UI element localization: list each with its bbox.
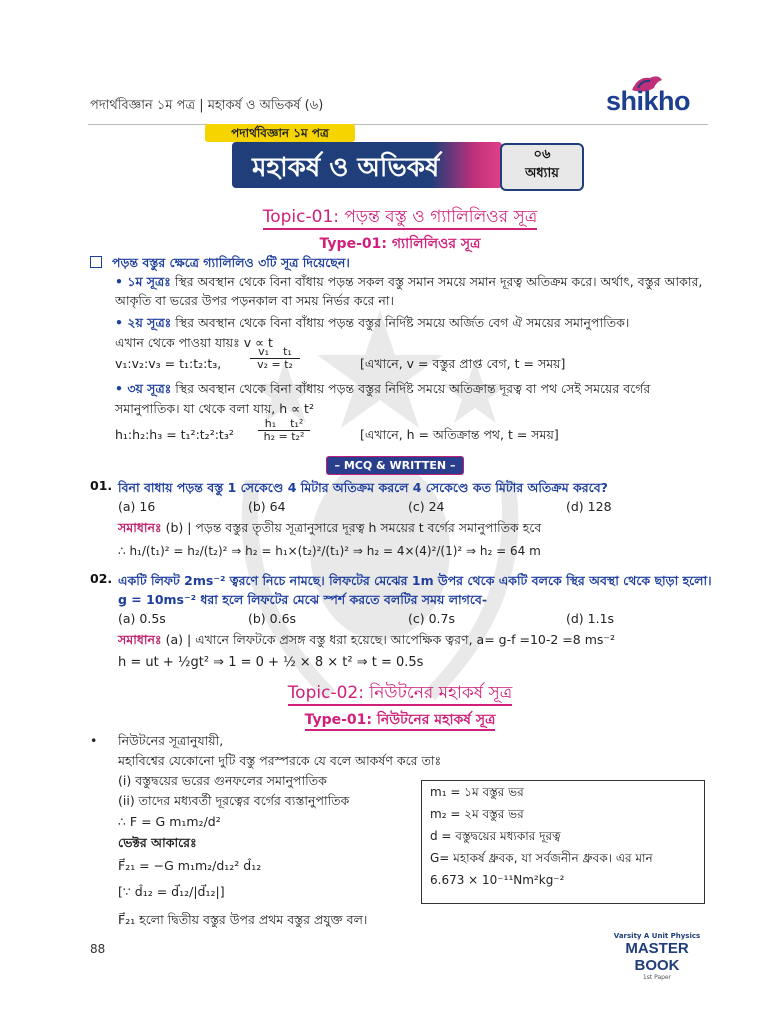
newton-line1: • নিউটনের সূত্রানুযায়ী, [90, 733, 224, 748]
q2-option-b[interactable]: (b) 0.6s [248, 611, 297, 626]
law3-fraction: h₁ t₁² h₂ = t₂² [258, 418, 310, 443]
chapter-title: মহাকর্ষ ও অভিকর্ষ [252, 153, 440, 183]
topic2-type: Type-01: নিউটনের মহাকর্ষ সূত্র [200, 708, 600, 732]
page-number: 88 [90, 942, 106, 956]
chapter-banner [232, 142, 502, 188]
law3-equation: h₁:h₂:h₃ = t₁²:t₂²:t₃² [115, 427, 234, 442]
law1: • ১ম সূত্রঃ স্থির অবস্থান থেকে বিনা বাঁধায় পড়ন্ত সকল বস্তু সমান সময়ে সমান দূরত্ব অতিক্রম করে। অর্থাৎ, বস্তুর আকার, [115, 274, 703, 289]
q2-text-line2: g = 10ms⁻² ধরা হলে লিফটের মেঝে স্পর্শ করতে বলটির সময় লাগবে- [118, 592, 488, 607]
bullet-icon: • [90, 733, 98, 748]
box-line-5: 6.673 × 10⁻¹¹Nm²kg⁻² [430, 873, 565, 887]
vector-formula: F⃗₂₁ = −G m₁m₂/d₁₂² d̂₁₂ [118, 858, 262, 873]
q2-option-c[interactable]: (c) 0.7s [408, 611, 455, 626]
topic1-type: Type-01: গ্যালিলিওর সূত্র [319, 236, 481, 252]
law3-line2: সমানুপাতিক। যা থেকে বলা যায়, h ∝ t² [115, 401, 314, 416]
law1-line2: আকৃতি বা ভরের উপর পড়নকাল বা সময় নির্ভর করে না। [115, 293, 394, 308]
topic1-title: Topic-01: পড়ন্ত বস্তু ও গ্যালিলিওর সূত্র [150, 204, 650, 232]
box-line-3: d = বস্তুদ্বয়ের মধ্যকার দূরত্ব [430, 829, 561, 843]
q2-number: 02. [90, 571, 113, 586]
q1-option-b[interactable]: (b) 64 [248, 499, 286, 514]
logo-text: shikho [606, 86, 691, 116]
box-line-2: m₂ = ২ম বস্তুর ভর [430, 807, 524, 821]
chapter-label: অধ্যায় [525, 166, 559, 181]
q1-solution: সমাধানঃ (b) | পড়ন্ত বস্তুর তৃতীয় সূত্রানুসারে দূরত্ব h সময়ের t বর্গের সমানুপাতিক হবে [118, 520, 542, 535]
definitions-box [421, 780, 705, 904]
newton-line2: মহাবিশ্বের যেকোনো দুটি বস্তু পরস্পরকে যে বলে আকর্ষণ করে তাঃ [118, 753, 442, 768]
q1-option-d[interactable]: (d) 128 [566, 499, 612, 514]
q1-text: বিনা বাধায় পড়ন্ত বস্তু 1 সেকেণ্ডে 4 মিটার অতিক্রম করলে 4 সেকেণ্ডে কত মিটার অতিক্রম করবে? [118, 480, 608, 495]
law2-prop: এখান থেকে পাওয়া যায়ঃ v ∝ t [115, 335, 273, 350]
checkbox-bullet-icon [90, 256, 102, 268]
subject-label: পদার্থবিজ্ঞান ১ম পত্র [205, 124, 355, 142]
law3-note: [এখানে, h = অতিক্রান্ত পথ, t = সময়] [360, 427, 559, 442]
chapter-badge [500, 143, 584, 191]
intro-line: পড়ন্ত বস্তুর ক্ষেত্রে গ্যালিলিও ৩টি সূত্র দিয়েছেন। [90, 253, 350, 272]
q1-option-c[interactable]: (c) 24 [408, 499, 445, 514]
breadcrumb: পদার্থবিজ্ঞান ১ম পত্র | মহাকর্ষ ও অভিকর্ষ (৬) [90, 98, 324, 113]
shikho-logo [606, 72, 706, 122]
newton-line4: (ii) তাদের মধ্যবর্তী দূরত্বের বর্গের ব্যস্তানুপাতিক [118, 793, 350, 808]
newton-line3: (i) বস্তুদ্বয়ের ভরের গুনফলের সমানুপাতিক [118, 773, 327, 788]
law2-equation: v₁:v₂:v₃ = t₁:t₂:t₃, [115, 356, 222, 371]
q2-option-a[interactable]: (a) 0.5s [118, 611, 166, 626]
box-line-4: G= মহাকর্ষ ধ্রুবক, যা সর্বজনীন ধ্রুবক। এর মান [430, 851, 653, 865]
chapter-number: ০৬ [533, 147, 551, 162]
mcq-written-badge: – MCQ & WRITTEN – [326, 456, 464, 475]
unit-vector-formula: [∵ d̂₁₂ = d⃗₁₂/|d⃗₁₂|] [118, 884, 225, 899]
q1-solution-equation: ∴ h₁/(t₁)² = h₂/(t₂)² ⇒ h₂ = h₁×(t₂)²/(t₁)² ⇒ h₂ = 4×(4)²/(1)² ⇒ h₂ = 64 m [118, 544, 541, 558]
law2-fraction: v₁ t₁ v₂ = t₂ [250, 346, 300, 371]
master-book-logo: Varsity A Unit Physics MASTER BOOK 1st Paper [613, 932, 701, 981]
force-description: F⃗₂₁ হলো দ্বিতীয় বস্তুর উপর প্রথম বস্তুর প্রযুক্ত বল। [118, 912, 368, 927]
q2-text: একটি লিফট 2ms⁻² ত্বরণে নিচে নামছে। লিফটের মেঝের 1m উপর থেকে একটি বলকে স্থির অবস্থা থেকে ছাড়া হলো। [118, 573, 712, 588]
q2-option-d[interactable]: (d) 1.1s [566, 611, 615, 626]
law2-note: [এখানে, v = বস্তুর প্রাপ্ত বেগ, t = সময়] [360, 356, 566, 371]
q2-solution-equation: h = ut + ½gt² ⇒ 1 = 0 + ½ × 8 × t² ⇒ t = 0.5s [118, 655, 424, 670]
q1-option-a[interactable]: (a) 16 [118, 499, 156, 514]
topic2-title: Topic-02: নিউটনের মহাকর্ষ সূত্র [150, 680, 650, 708]
q2-solution: সমাধানঃ (a) | এখানে লিফটকে প্রসঙ্গ বস্তু ধরা হয়েছে। আপেক্ষিক ত্বরণ, a= g-f =10-2 =8 ms⁻² [118, 632, 615, 647]
header-divider [88, 124, 708, 125]
vector-label: ভেক্টর আকারেঃ [118, 835, 197, 850]
law3: • ৩য় সূত্রঃ স্থির অবস্থান থেকে বিনা বাঁধায় পড়ন্ত বস্তুর নির্দিষ্ট সময়ে অতিক্রান্ত দূরত্ব বা পথ সেই সময়ের বর্গের [115, 381, 651, 396]
q1-number: 01. [90, 478, 113, 493]
box-line-1: m₁ = ১ম বস্তুর ভর [430, 785, 524, 799]
newton-formula: ∴ F = G m₁m₂/d² [118, 814, 221, 829]
law2: • ২য় সূত্রঃ স্থির অবস্থান থেকে বিনা বাঁধায় পড়ন্ত বস্তুর নির্দিষ্ট সময়ে অর্জিত বেগ ঐ সময়ের সমানুপাতিক। [115, 315, 630, 330]
